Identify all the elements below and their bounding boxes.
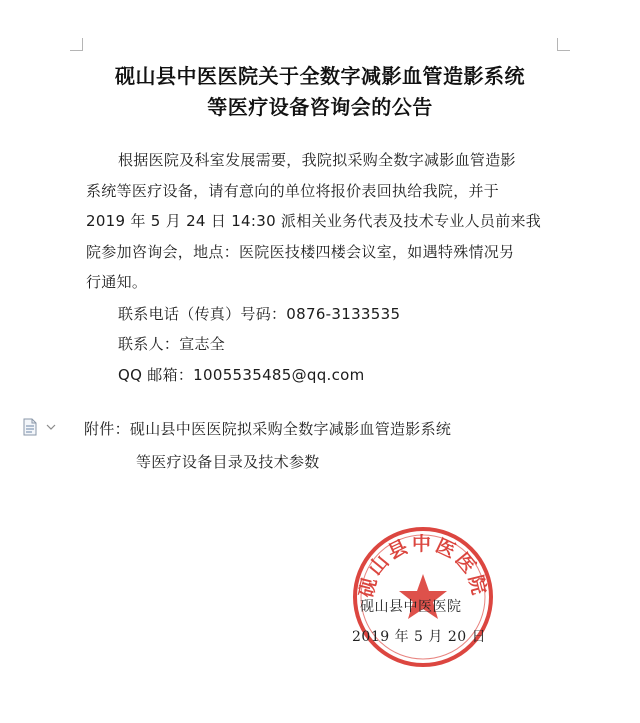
notice-body — [86, 145, 586, 298]
signature-date: 2019 年 5 月 20 日 — [352, 629, 487, 645]
body-line: 院参加咨询会，地点：医院医技楼四楼会议室，如遇特殊情况另 — [86, 242, 515, 261]
document-icon[interactable] — [22, 418, 38, 436]
attachment-line-2: 等医疗设备目录及技术参数 — [136, 453, 320, 471]
body-line: 根据医院及科室发展需要，我院拟采购全数字减影血管造影 — [118, 151, 516, 169]
body-line: 系统等医疗设备，请有意向的单位将报价表回执给我院，并于 — [86, 181, 500, 200]
notice-title-line-2: 等医疗设备咨询会的公告 — [207, 95, 433, 119]
svg-text:砚山县中医医院: 砚山县中医医院 — [355, 532, 491, 600]
contact-phone: 联系电话（传真）号码：0876-3133535 — [118, 305, 401, 323]
contact-email: QQ 邮箱：1005535485@qq.com — [118, 366, 365, 384]
attachment-line-1[interactable]: 附件：砚山县中医医院拟采购全数字减影血管造影系统 — [84, 420, 452, 438]
chevron-down-icon[interactable] — [46, 423, 56, 431]
signature-organization: 砚山县中医医院 — [360, 599, 462, 615]
body-line: 行通知。 — [86, 273, 148, 291]
notice-title-line-1: 砚山县中医医院关于全数字减影血管造影系统 — [115, 64, 525, 88]
page-corner-mark-right — [557, 38, 570, 51]
contact-person: 联系人：宣志全 — [118, 335, 226, 353]
body-line: 2019 年 5 月 24 日 14:30 派相关业务代表及技术专业人员前来我 — [86, 212, 542, 230]
page-corner-mark-left — [70, 38, 83, 51]
